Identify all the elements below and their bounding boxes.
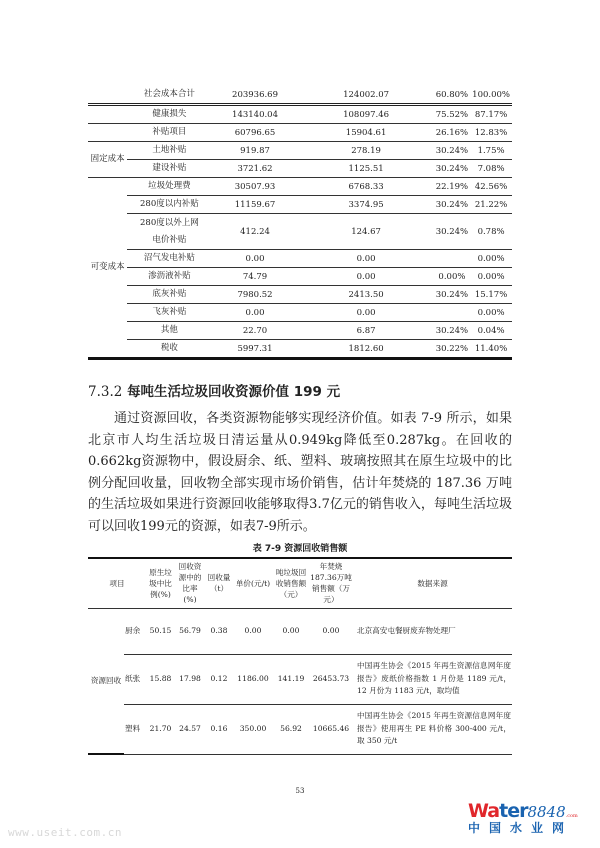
item-name: 补贴项目	[127, 124, 211, 142]
value-cell: 350.00	[233, 704, 273, 754]
header-recovery-amount: 回收量（t）	[205, 558, 233, 608]
item-name: 垃圾处理费	[127, 178, 211, 196]
water8848-logo: Water8848.com 中国水业网	[468, 800, 578, 835]
table-row	[88, 105, 512, 124]
item-name: 飞灰补贴	[127, 304, 211, 322]
value-cell: 2413.50	[298, 286, 433, 304]
value-cell: 11.40%	[470, 340, 512, 359]
value-cell: 141.19	[273, 654, 309, 704]
value-cell: 0.00	[298, 268, 433, 286]
item-name: 健康损失	[127, 105, 211, 124]
value-cell: 22.70	[212, 322, 299, 340]
value-cell: 1186.00	[233, 654, 273, 704]
value-cell: 100.00%	[470, 86, 512, 105]
table-row	[88, 142, 512, 160]
data-source: 北京高安屯餐厨废弃物处理厂	[353, 608, 512, 654]
table-row	[88, 608, 512, 654]
item-name: 渗沥液补贴	[127, 268, 211, 286]
value-cell: 1.75%	[470, 142, 512, 160]
table-row	[88, 160, 512, 178]
page-number: 53	[295, 787, 305, 795]
section-title: 每吨生活垃圾回收资源价值 199 元	[127, 384, 341, 400]
value-cell	[434, 304, 470, 322]
value-cell: 3374.95	[298, 196, 433, 214]
header-per-ton-sales: 吨垃圾回收销售额（元）	[273, 558, 309, 608]
value-cell: 60796.65	[212, 124, 299, 142]
group-label: 资源回收	[88, 608, 124, 754]
value-cell: 0.00	[212, 304, 299, 322]
value-cell: 143140.04	[212, 105, 299, 124]
table-row	[88, 214, 512, 250]
table-caption: 表 7-9 资源回收销售额	[252, 544, 348, 554]
value-cell: 124.67	[298, 214, 433, 250]
value-cell: 21.70	[146, 704, 175, 754]
value-cell: 7980.52	[212, 286, 299, 304]
section-body	[88, 380, 512, 755]
item-name: 沼气发电补贴	[127, 250, 211, 268]
item-name: 280度以内补贴	[127, 196, 211, 214]
value-cell: 30.24%	[434, 322, 470, 340]
value-cell: 0.00%	[470, 268, 512, 286]
value-cell: 15904.61	[298, 124, 433, 142]
value-cell: 1125.51	[298, 160, 433, 178]
value-cell: 30.24%	[434, 286, 470, 304]
table-row	[88, 704, 512, 754]
group-cell	[88, 86, 127, 105]
table-row	[88, 340, 512, 359]
value-cell: 17.98	[175, 654, 205, 704]
value-cell: 56.79	[175, 608, 205, 654]
item-name: 厨余	[124, 608, 146, 654]
value-cell: 0.78%	[470, 214, 512, 250]
item-name: 税收	[127, 340, 211, 359]
data-source: 中国再生协会《2015 年再生资源信息网年度报告》使用再生 PE 料价格 300-400 元/t，取 350 元/t	[353, 704, 512, 754]
table-row	[88, 268, 512, 286]
value-cell: 30.24%	[434, 214, 470, 250]
resource-recovery-table	[88, 557, 512, 755]
table-row	[88, 250, 512, 268]
value-cell: 0.00	[309, 608, 353, 654]
value-cell: 26453.73	[309, 654, 353, 704]
value-cell: 0.00%	[434, 268, 470, 286]
table-row	[88, 86, 512, 105]
value-cell: 0.00%	[470, 304, 512, 322]
value-cell: 87.17%	[470, 105, 512, 124]
value-cell: 50.15	[146, 608, 175, 654]
table-row	[88, 322, 512, 340]
value-cell: 6768.33	[298, 178, 433, 196]
value-cell: 1812.60	[298, 340, 433, 359]
value-cell: 30507.93	[212, 178, 299, 196]
value-cell: 0.00	[273, 608, 309, 654]
value-cell: 0.00	[212, 250, 299, 268]
body-paragraph: 通过资源回收，各类资源物能够实现经济价值。如表 7-9 所示，如果北京市人均生活垃圾日清运量从0.949kg降低至0.287kg。在回收的0.662kg资源物中，假设厨余、纸、塑料、玻璃按照其在原生垃圾中的比例分配回收量，回收物全部实现市场价销售，估计年焚烧的 187.36 万吨的生活垃圾如果进行资源回收能够取得3.7亿元的销售收入，每吨生活垃圾可以回收199元的资源，如表7-9所示。	[88, 411, 512, 534]
value-cell: 21.22%	[470, 196, 512, 214]
group-label: 可变成本	[88, 178, 127, 359]
table-header-row	[88, 558, 512, 608]
value-cell: 6.87	[298, 322, 433, 340]
value-cell: 74.79	[212, 268, 299, 286]
table-row	[88, 124, 512, 142]
value-cell: 412.24	[212, 214, 299, 250]
value-cell: 26.16%	[434, 124, 470, 142]
watermark: www.useit.com.cn	[8, 826, 122, 839]
header-data-source: 数据来源	[353, 558, 512, 608]
group-cell	[88, 105, 127, 124]
value-cell	[434, 250, 470, 268]
value-cell: 30.24%	[434, 196, 470, 214]
group-cell	[88, 124, 127, 142]
value-cell: 56.92	[273, 704, 309, 754]
table-row	[88, 196, 512, 214]
header-recovery-ratio: 回收资源中的比率(%)	[175, 558, 205, 608]
value-cell: 3721.62	[212, 160, 299, 178]
table-row	[88, 654, 512, 704]
value-cell: 60.80%	[434, 86, 470, 105]
value-cell: 22.19%	[434, 178, 470, 196]
value-cell: 42.56%	[470, 178, 512, 196]
table-row	[88, 304, 512, 322]
item-name: 塑料	[124, 704, 146, 754]
value-cell: 124002.07	[298, 86, 433, 105]
value-cell: 7.08%	[470, 160, 512, 178]
value-cell: 12.83%	[470, 124, 512, 142]
value-cell: 15.88	[146, 654, 175, 704]
section-number: 7.3.2	[88, 384, 123, 400]
item-name: 土地补贴	[127, 142, 211, 160]
value-cell: 15.17%	[470, 286, 512, 304]
value-cell: 0.12	[205, 654, 233, 704]
table-row	[88, 178, 512, 196]
value-cell: 0.16	[205, 704, 233, 754]
table-row	[88, 286, 512, 304]
value-cell: 30.24%	[434, 142, 470, 160]
value-cell: 919.87	[212, 142, 299, 160]
item-name: 280度以外上网电价补贴	[127, 214, 211, 250]
item-name: 社会成本合计	[127, 86, 211, 105]
section-heading	[88, 380, 512, 400]
header-raw-ratio: 原生垃圾中比例(%)	[146, 558, 175, 608]
item-name: 纸张	[124, 654, 146, 704]
value-cell: 0.04%	[470, 322, 512, 340]
item-name: 建设补贴	[127, 160, 211, 178]
group-label: 固定成本	[88, 142, 127, 178]
value-cell: 30.24%	[434, 160, 470, 178]
item-name: 底灰补贴	[127, 286, 211, 304]
value-cell: 278.19	[298, 142, 433, 160]
data-source: 中国再生协会《2015 年再生资源信息网年度报告》废纸价格指数 1 月份是 1189 元/t，12 月份为 1183 元/t，取均值	[353, 654, 512, 704]
value-cell: 24.57	[175, 704, 205, 754]
value-cell: 5997.31	[212, 340, 299, 359]
value-cell: 0.00	[233, 608, 273, 654]
value-cell: 108097.46	[298, 105, 433, 124]
value-cell: 0.00	[298, 304, 433, 322]
header-item: 项目	[88, 558, 146, 608]
value-cell: 11159.67	[212, 196, 299, 214]
value-cell: 0.00	[298, 250, 433, 268]
item-name: 其他	[127, 322, 211, 340]
header-annual-sales: 年焚烧187.36万吨销售额（万元）	[309, 558, 353, 608]
value-cell: 30.22%	[434, 340, 470, 359]
cost-table	[88, 86, 512, 360]
value-cell: 10665.46	[309, 704, 353, 754]
header-unit-price: 单价(元/t)	[233, 558, 273, 608]
value-cell: 0.38	[205, 608, 233, 654]
value-cell: 203936.69	[212, 86, 299, 105]
value-cell: 0.00%	[470, 250, 512, 268]
value-cell: 75.52%	[434, 105, 470, 124]
